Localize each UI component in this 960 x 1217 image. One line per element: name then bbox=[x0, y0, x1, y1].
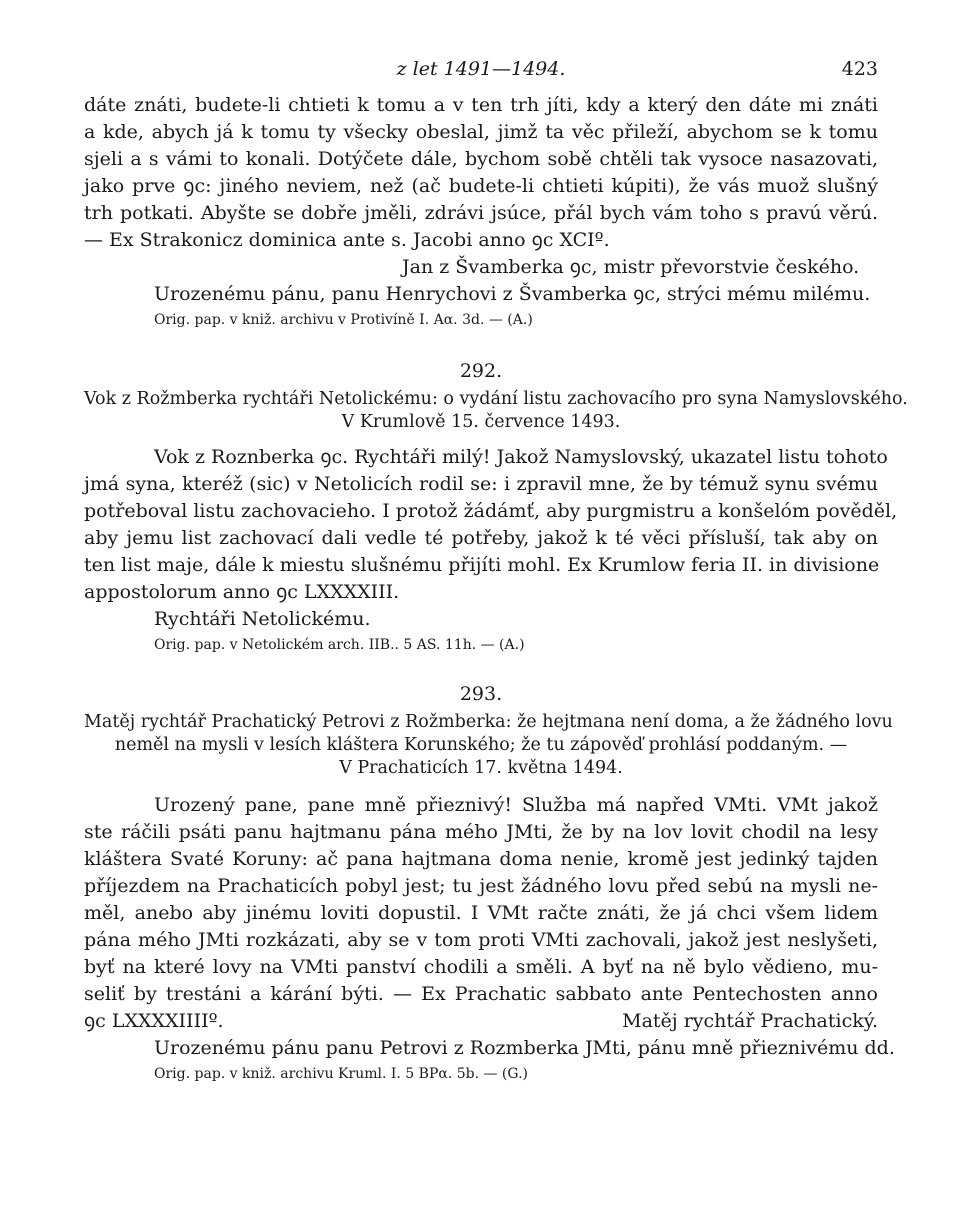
closing-line bbox=[84, 1008, 878, 1035]
text-line: potřeboval listu zachovacieho. I protož žádámť, aby purgmistru a konšelóm pověděl, bbox=[84, 500, 898, 522]
signature: Matěj rychtář Prachatický. bbox=[622, 1010, 878, 1032]
regest-line: Matěj rychtář Prachatický Petrovi z Rožmberka: že hejtmana není doma, a že žádného lovu bbox=[84, 712, 893, 732]
text-line: dáte znáti, budete-li chtieti k tomu a v ten trh jíti, kdy a který den dáte mi znáti bbox=[84, 94, 878, 116]
archival-note: Orig. pap. v Netolickém arch. IIB.. 5 AS. 11h. — (A.) bbox=[154, 637, 525, 653]
text-line: jmá syna, kteréž (sic) v Netolicích rodil se: i zpravil mne, že by témuž synu svému bbox=[84, 473, 878, 495]
document-291-tail bbox=[84, 92, 878, 332]
signature: Jan z Švamberka ꝯc, mistr převorstvie českého. bbox=[402, 256, 860, 278]
text-line: příjezdem na Prachaticích pobyl jest; tu jest žádného lovu před sebú na mysli ne- bbox=[84, 875, 878, 897]
text-line: sjeli a s vámi to konali. Dotýčete dále, bychom sobě chtěli tak vysoce nasazovati, bbox=[84, 148, 878, 170]
regest-date: V Prachaticích 17. května 1494. bbox=[339, 758, 623, 778]
regest-line: Vok z Rožmberka rychtáři Netolickému: o vydání listu zachovacího pro syna Namyslovského. bbox=[84, 389, 908, 409]
text-line: a kde, abych já k tomu ty všecky obeslal, jimž ta věc přileží, abychom se k tomu bbox=[84, 121, 878, 143]
document-292 bbox=[84, 354, 908, 657]
running-title: z let 1491—1494. bbox=[396, 58, 566, 80]
date-fragment: ꝯc LXXXXIIIIº. bbox=[84, 1010, 224, 1032]
text-line: měl, anebo aby jinému loviti dopustil. I VMt račte znáti, že já chci všem lidem bbox=[84, 902, 878, 924]
document-number: 292. bbox=[459, 360, 503, 382]
regest-date: V Krumlově 15. července 1493. bbox=[341, 412, 621, 432]
document-page bbox=[84, 58, 908, 1086]
address-line: Rychtáři Netolickému. bbox=[154, 608, 371, 630]
text-line: — Ex Strakonicz dominica ante s. Jacobi anno ꝯc XCIº. bbox=[84, 229, 610, 251]
page-header bbox=[84, 58, 878, 92]
regest-line: neměl na mysli v lesích kláštera Korunského; že tu zápověď prohlásí poddaným. — bbox=[114, 735, 848, 755]
document-293 bbox=[84, 677, 895, 1086]
archival-note: Orig. pap. v kniž. archivu v Protivíně I. Aα. 3d. — (A.) bbox=[154, 312, 533, 328]
text-line: ste ráčili psáti panu hajtmanu pána mého JMti, že by na lov lovit chodil na lesy bbox=[84, 821, 878, 843]
text-line: ten list maje, dále k miestu slušnému přijíti mohl. Ex Krumlow feria II. in divisione bbox=[84, 554, 880, 576]
archival-note: Orig. pap. v kniž. archivu Kruml. I. 5 BPα. 5b. — (G.) bbox=[154, 1066, 528, 1082]
text-line: Vok z Roznberka ꝯc. Rychtáři milý! Jakož Namyslovský, ukazatel listu tohoto bbox=[154, 446, 888, 468]
text-line: pána mého JMti rozkázati, aby se v tom proti VMti zachovali, jakož jest neslyšeti, bbox=[84, 929, 878, 951]
text-line: trh potkati. Abyšte se dobře jměli, zdrávi jsúce, přál bych vám toho s pravú věrú. bbox=[84, 202, 878, 224]
text-line: byť na které lovy na VMti panství chodili a směli. A byť na ně bylo vědieno, mu- bbox=[84, 956, 878, 978]
text-line: appostolorum anno ꝯc LXXXXIII. bbox=[84, 581, 400, 603]
text-line: Urozený pane, pane mně přieznivý! Služba má napřed VMti. VMt jakož bbox=[154, 794, 878, 816]
page-number: 423 bbox=[841, 58, 878, 80]
address-line: Urozenému pánu, panu Henrychovi z Švamberka ꝯc, strýci mému milému. bbox=[154, 283, 871, 305]
text-line: seliť by trestáni a kárání býti. — Ex Prachatic sabbato ante Pentechosten anno bbox=[84, 983, 878, 1005]
text-line: kláštera Svaté Koruny: ač pana hajtmana doma nenie, kromě jest jedinký tajden bbox=[84, 848, 878, 870]
address-line: Urozenému pánu panu Petrovi z Rozmberka JMti, pánu mně přieznivému dd. bbox=[154, 1037, 895, 1059]
text-line: aby jemu list zachovací dali vedle té potřeby, jakož k té věci přísluší, tak aby on bbox=[84, 527, 878, 549]
document-number: 293. bbox=[459, 683, 503, 705]
text-line: jako prve ꝯc: jiného neviem, než (ač budete-li chtieti kúpiti), že vás muož slušný bbox=[84, 175, 878, 197]
